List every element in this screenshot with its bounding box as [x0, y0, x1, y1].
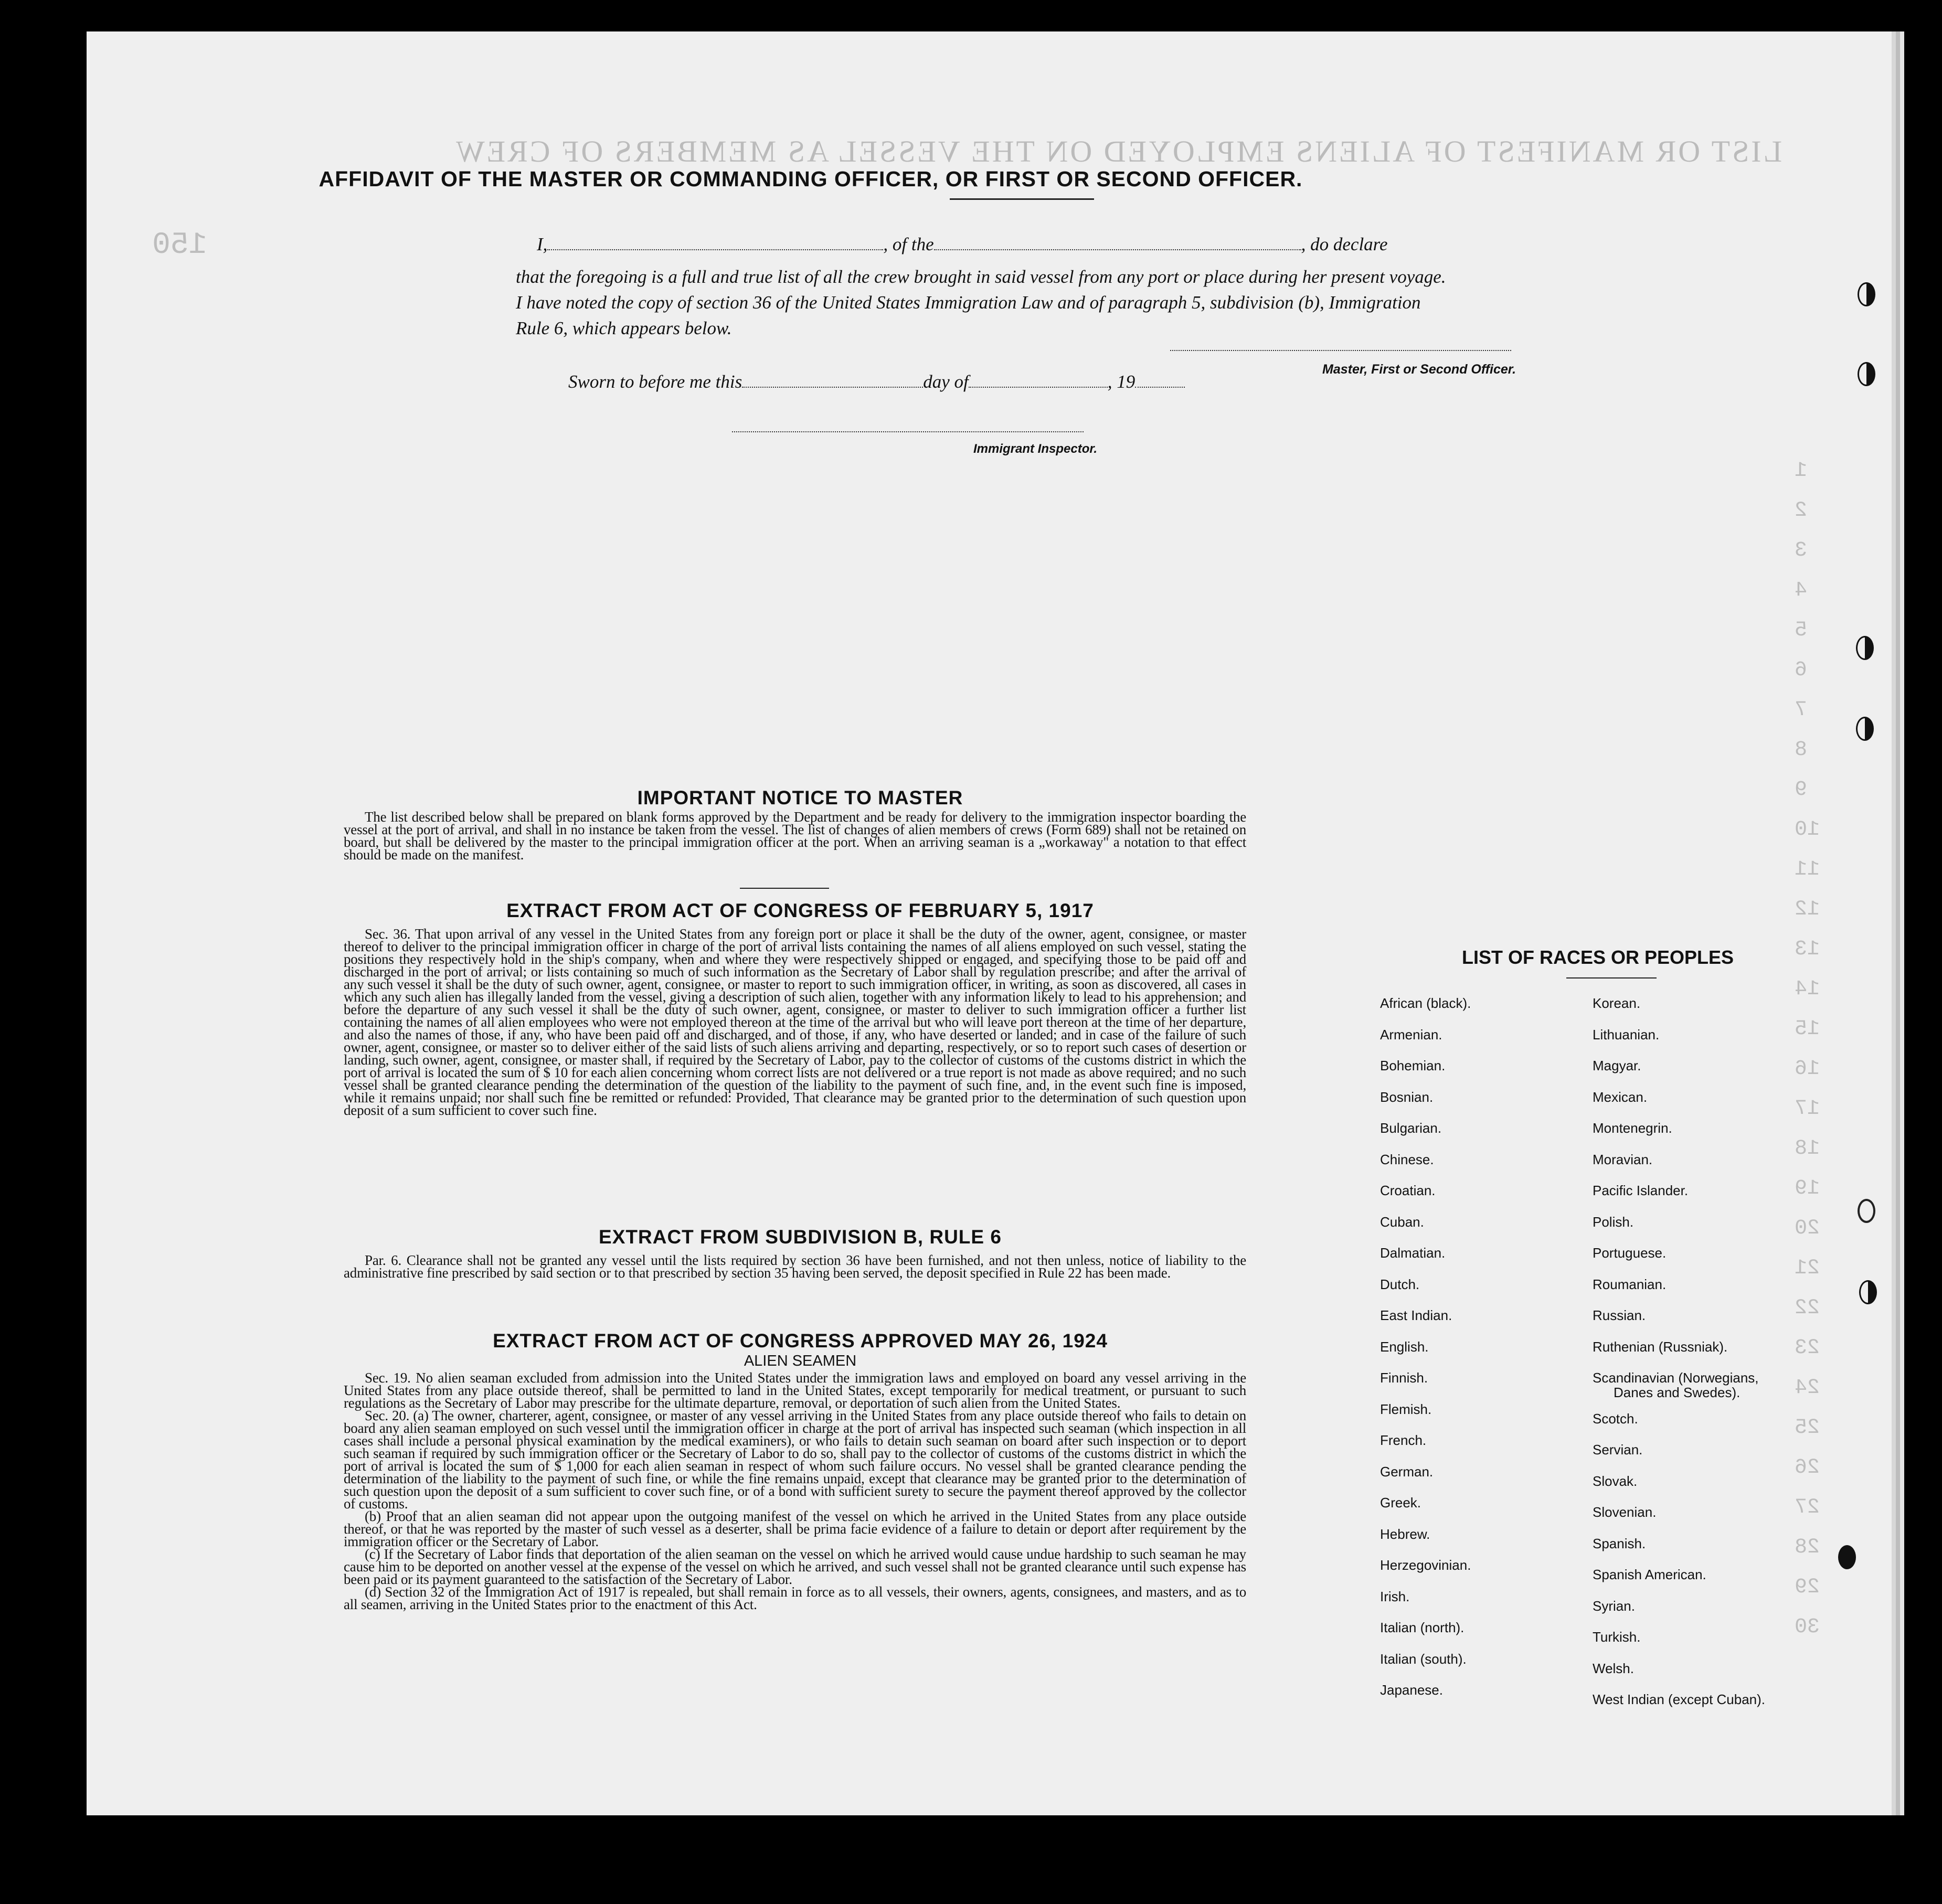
- bleed-through-row-number: 23: [1795, 1336, 1820, 1360]
- bleed-through-row-number: 20: [1795, 1217, 1820, 1240]
- race-item: English.: [1380, 1338, 1429, 1355]
- affidavit-title: AFFIDAVIT OF THE MASTER OR COMMANDING OFFICER, OR FIRST OR SECOND OFFICER.: [319, 167, 1303, 191]
- races-title: LIST OF RACES OR PEOPLES: [1461, 946, 1734, 968]
- extract-rule6-title: EXTRACT FROM SUBDIVISION B, RULE 6: [599, 1226, 1002, 1248]
- sworn-year-blank[interactable]: [1135, 387, 1185, 388]
- race-item: Italian (north).: [1380, 1620, 1465, 1635]
- bleed-through-row-number: 25: [1795, 1416, 1820, 1440]
- bleed-through-row-number: 4: [1795, 579, 1808, 602]
- punch-hole: [1859, 1280, 1877, 1304]
- race-item: Armenian.: [1380, 1026, 1442, 1043]
- race-item: Magyar.: [1593, 1058, 1641, 1073]
- race-item: Irish.: [1380, 1588, 1410, 1604]
- master-signature-label: Master, First or Second Officer.: [1322, 362, 1516, 377]
- bleed-through-row-number: 27: [1795, 1496, 1820, 1519]
- extract-1917-title: EXTRACT FROM ACT OF CONGRESS OF FEBRUARY 5, 1917: [506, 900, 1094, 921]
- race-item: Scotch.: [1593, 1410, 1638, 1427]
- race-item: Syrian.: [1593, 1598, 1635, 1614]
- race-item: Montenegrin.: [1593, 1120, 1672, 1136]
- bleed-through-page-number: 150: [152, 228, 207, 262]
- bleed-through-row-number: 21: [1795, 1257, 1820, 1280]
- affidavit-line-3: I have noted the copy of section 36 of the United States Immigration Law and of paragraph 5, subdivision (b), Immigration: [516, 292, 1421, 313]
- race-item: Bulgarian.: [1380, 1120, 1442, 1136]
- race-item: French.: [1380, 1432, 1427, 1448]
- race-item: Cuban.: [1380, 1214, 1424, 1230]
- bleed-through-row-number: 15: [1795, 1017, 1820, 1041]
- extract-rule6-text: Par. 6. Clearance shall not be granted any vessel until the lists required by section 36 have been furnished, and not then unless, notice of liability to the administrative fine prescribed by said section or to that prescribed by section 35 having been served, the deposit specified in Rule 22 has been made.: [344, 1252, 1246, 1281]
- affidavit-line-1: I, , of the , do declare: [537, 234, 1388, 254]
- affidavit-line-2: that the foregoing is a full and true list of all the crew brought in said vessel from any port or place during her present voyage.: [516, 267, 1446, 287]
- punch-hole: [1856, 636, 1874, 660]
- punch-hole: [1838, 1545, 1856, 1569]
- name-blank[interactable]: [547, 249, 883, 250]
- sworn-day-blank[interactable]: [742, 387, 923, 388]
- punch-hole: [1856, 717, 1874, 741]
- nationality-blank[interactable]: [934, 249, 1301, 250]
- bleed-through-row-number: 1: [1795, 459, 1808, 483]
- race-item: Slovenian.: [1593, 1504, 1657, 1520]
- bleed-through-row-number: 29: [1795, 1576, 1820, 1599]
- race-item: African (black).: [1380, 995, 1471, 1011]
- inspector-label: Immigrant Inspector.: [973, 442, 1098, 456]
- notice-text: The list described below shall be prepared on blank forms approved by the Department and be ready for delivery to the immigration inspector boarding the vessel at the port of arrival, and shall in no instance be taken from the vessel. The list of changes of alien members of crews (Form 689) shall not be retained on board, but shall be delivered by the master to the principal immigration officer at the port. When an arriving seaman is a „workaway" a notation to that effect should be made on the manifest.: [344, 809, 1246, 863]
- bleed-through-row-number: 7: [1795, 698, 1808, 722]
- bleed-through-row-number: 24: [1795, 1376, 1820, 1400]
- races-right-column: [1593, 996, 1765, 1724]
- bleed-through-row-number: 11: [1795, 858, 1820, 881]
- bleed-through-title: LIST OR MANIFEST OF ALIENS EMPLOYED ON THE VESSEL AS MEMBERS OF CREW: [454, 134, 1782, 168]
- race-item: Mexican.: [1593, 1089, 1648, 1105]
- race-item: Flemish.: [1380, 1401, 1432, 1417]
- bleed-through-row-number: 30: [1795, 1615, 1820, 1639]
- race-item: Korean.: [1593, 995, 1641, 1011]
- bleed-through-row-number: 13: [1795, 938, 1820, 961]
- race-item: Chinese.: [1380, 1151, 1434, 1167]
- sworn-line: Sworn to before me this day of , 19: [568, 371, 1185, 392]
- bleed-through-row-number: 6: [1795, 658, 1808, 682]
- sworn-month-blank[interactable]: [969, 387, 1108, 388]
- manifest-page: [87, 31, 1892, 1815]
- bleed-through-row-number: 2: [1795, 499, 1808, 523]
- bleed-through-row-number: 12: [1795, 898, 1820, 921]
- extract-1924-title: EXTRACT FROM ACT OF CONGRESS APPROVED MAY 26, 1924: [493, 1330, 1108, 1352]
- bleed-through-row-number: 8: [1795, 738, 1808, 762]
- races-rule: [1566, 977, 1657, 978]
- race-item: East Indian.: [1380, 1307, 1452, 1323]
- race-item: Pacific Islander.: [1593, 1183, 1689, 1198]
- race-item: Spanish American.: [1593, 1567, 1706, 1582]
- race-item: Scandinavian (Norwegians,: [1593, 1370, 1759, 1386]
- bleed-through-row-number: 28: [1795, 1536, 1820, 1559]
- punch-hole: [1858, 1199, 1875, 1223]
- race-item: Dutch.: [1380, 1276, 1420, 1292]
- bleed-through-row-number: 19: [1795, 1177, 1820, 1200]
- race-item: Herzegovinian.: [1380, 1557, 1471, 1573]
- race-item: Moravian.: [1593, 1151, 1653, 1167]
- alien-seamen-subtitle: ALIEN SEAMEN: [744, 1353, 857, 1369]
- race-item: Japanese.: [1380, 1682, 1443, 1698]
- bleed-through-row-number: 14: [1795, 977, 1820, 1001]
- notice-rule: [740, 888, 829, 889]
- race-item: Ruthenian (Russniak).: [1593, 1338, 1728, 1355]
- race-item: Turkish.: [1593, 1629, 1641, 1645]
- race-item: Greek.: [1380, 1495, 1421, 1511]
- races-left-column: [1380, 996, 1471, 1714]
- bleed-through-row-number: 17: [1795, 1097, 1820, 1121]
- master-signature-line[interactable]: [1170, 350, 1511, 351]
- extract-1917-text: Sec. 36. That upon arrival of any vessel in the United States from any foreign port or place it shall be the duty of the owner, agent, consignee, or master thereof to deliver to the principal immigration officer in charge of the port of arrival lists containing the names of all aliens employed on such vessel, stating the positions they respectively hold in the ship's company, when and where they were respectively shipped or engaged, and specifying those to be paid off and discharged in the port of arrival; or lists containing so much of such information as the Secretary of Labor shall by regulation prescribe; and after the arrival of any such vessel it shall be the duty of such owner, agent, consignee, or master to report to such immigration officer, in writing, as soon as discovered, all cases in which any such alien has illegally landed from the vessel, giving a description of such alien, together with any information likely to lead to his apprehension; and before the departure of any such vessel it shall be the duty of such owner, agent, consignee, or master to deliver to such immigration officer a further list containing the names of all alien employees who were not employed thereon at the time of the arrival but who will leave port thereon at the time of her departure, and also the names of those, if any, who have been paid off and discharged, and of those, if any, who have deserted or landed; and in case of the failure of such owner, agent, consignee, or master so to deliver either of the said lists of such aliens arriving and departing, respectively, or so to report such cases of desertion or landing, such owner, agent, consignee, or master shall, if required by the Secretary of Labor, pay to the collector of customs of the customs district in which the port of arrival is located the sum of $ 10 for each alien concerning whom correct lists are not delivered or a true report is not made as above required; and no such vessel shall be granted clearance pending the determination of the question of the liability to the payment of such fine, and, in the event such fine is imposed, while it remains unpaid; nor shall such fine be remitted or refunded: Provided, That clearance may be granted prior to the determination of such question upon deposit of a sum sufficient to cover such fine.: [344, 926, 1246, 1118]
- race-item: Roumanian.: [1593, 1276, 1667, 1292]
- race-item: Spanish.: [1593, 1535, 1646, 1551]
- race-item: Russian.: [1593, 1307, 1646, 1323]
- race-item: Polish.: [1593, 1214, 1634, 1230]
- race-item: Hebrew.: [1380, 1526, 1430, 1542]
- bleed-through-row-number: 5: [1795, 619, 1808, 642]
- title-rule: [950, 198, 1094, 200]
- race-item: Welsh.: [1593, 1660, 1634, 1676]
- race-item: Portuguese.: [1593, 1245, 1667, 1261]
- race-item: Bohemian.: [1380, 1058, 1446, 1073]
- race-item: Italian (south).: [1380, 1651, 1467, 1667]
- race-item: Bosnian.: [1380, 1089, 1434, 1105]
- race-item: Lithuanian.: [1593, 1026, 1660, 1043]
- affidavit-line-4: Rule 6, which appears below.: [516, 318, 732, 338]
- race-item: German.: [1380, 1463, 1434, 1480]
- race-item: Danes and Swedes).: [1614, 1384, 1741, 1400]
- bleed-through-row-number: 3: [1795, 539, 1808, 562]
- bleed-through-row-number: 26: [1795, 1456, 1820, 1480]
- race-item: Slovak.: [1593, 1473, 1638, 1489]
- punch-hole: [1858, 362, 1875, 386]
- bleed-through-row-number: 22: [1795, 1296, 1820, 1320]
- race-item: Finnish.: [1380, 1370, 1428, 1386]
- punch-hole: [1858, 282, 1875, 306]
- bleed-through-row-number: 16: [1795, 1057, 1820, 1081]
- race-item: Dalmatian.: [1380, 1245, 1446, 1261]
- notice-title: IMPORTANT NOTICE TO MASTER: [637, 787, 963, 809]
- bleed-through-row-number: 9: [1795, 778, 1808, 802]
- race-item: Croatian.: [1380, 1183, 1436, 1198]
- extract-1924-text: Sec. 19. No alien seaman excluded from admission into the United States under the immigration laws and employed on board any vessel arriving in the United States from any place outside thereof, shall be permitted to land in the United States, except temporarily for medical treatment, or pursuant to such regulations as the Secretary of Labor may prescribe for the ultimate departure, removal, or deportation of such alien from the United States. Sec. 20. (a) The owner, charterer, agent, consignee, or master of any vessel arriving in the United States from any place outside thereof who fails to detain on board any alien seaman employed on such vessel until the immigration officer in charge at the port of arrival has inspected such seaman (which inspection in all cases shall include a personal physical examination by the medical examiners), or who fails to detain such seaman on board after such inspection or to deport such seaman if required by such immigration officer or the Secretary of Labor to do so, shall pay to the collector of customs of the customs district in which the port of arrival is located the sum of $ 1,000 for each alien seaman in respect of whom such failure occurs. No vessel shall be granted clearance pending the determination of the liability to the payment of such fine, or while the fine remains unpaid, except that clearance may be granted prior to the determination of such question upon the deposit of a sum sufficient to cover such fine, or of a bond with sufficient surety to secure the payment thereof approved by the collector of customs. (b) Proof that an alien seaman did not appear upon the outgoing manifest of the vessel on which he arrived in the United States from any place outside thereof, or that he was reported by the master of such vessel as a deserter, shall be prima facie evidence of a failure to detain or deport after requirement by the immigration officer or the Secretary of Labor. (c) If the Secretary of Labor finds that deportation of the alien seaman on the vessel on which he arrived would cause undue hardship to such seaman he may cause him to be deported on another vessel at the expense of the vessel on which he arrived, and such vessel shall not be granted clearance until such expense has been paid or its payment guaranteed to the satisfaction of the Secretary of Labor. (d) Section 32 of the Immigration Act of 1917 is repealed, but shall remain in force as to all vessels, their owners, agents, consignees, and masters, and as to all seamen, arriving in the United States prior to the enactment of this Act.: [344, 1370, 1246, 1612]
- inspector-signature-line[interactable]: [732, 431, 1084, 432]
- bleed-through-row-number: 10: [1795, 818, 1820, 842]
- bleed-through-row-number: 18: [1795, 1137, 1820, 1161]
- race-item: West Indian (except Cuban).: [1593, 1692, 1766, 1707]
- race-item: Servian.: [1593, 1442, 1643, 1458]
